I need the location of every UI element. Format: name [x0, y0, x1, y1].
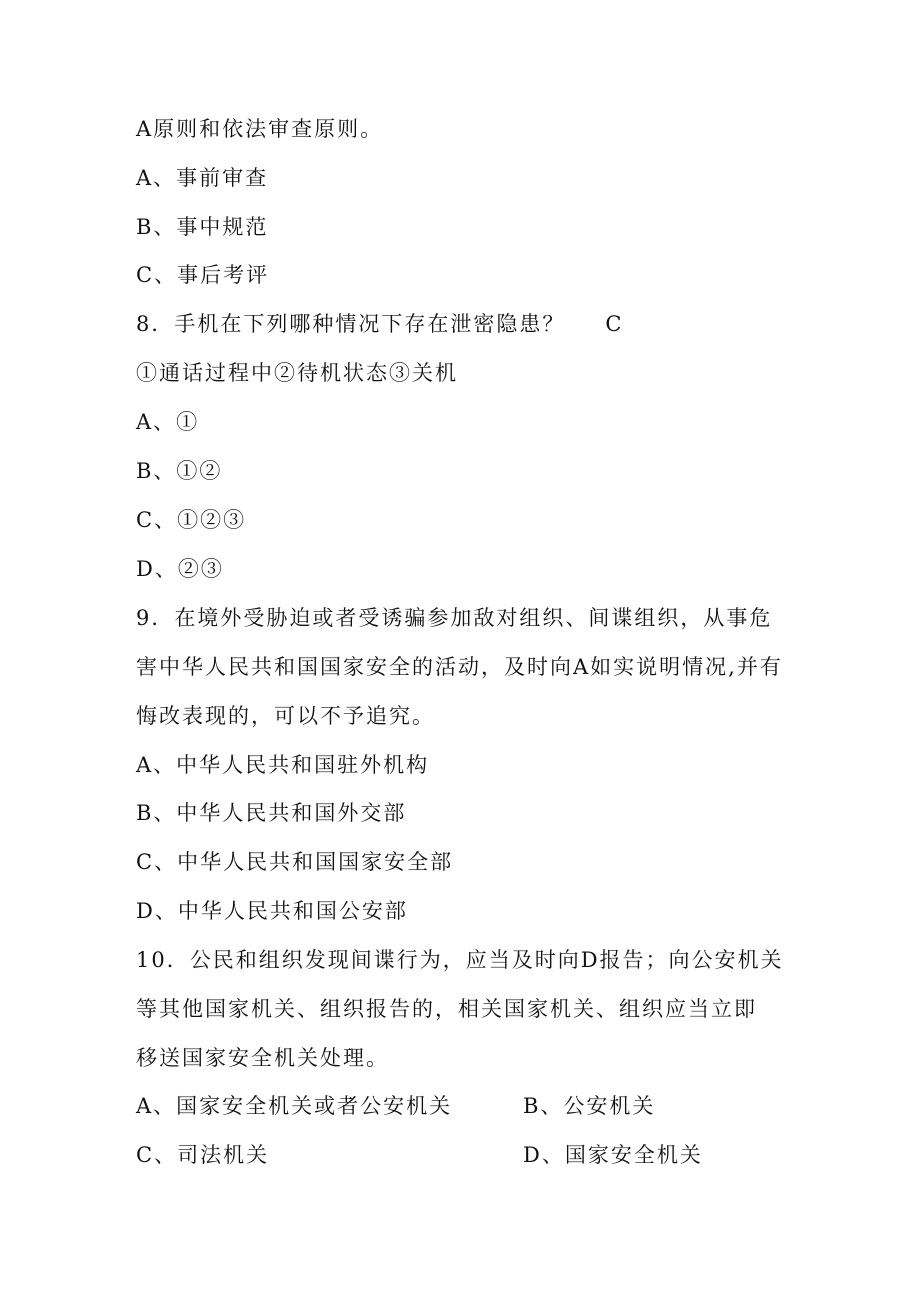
- q10-question-line-3: 移送国家安全机关处理。: [136, 1046, 389, 1070]
- q8-question-text: 8．手机在下列哪种情况下存在泄密隐患？: [136, 312, 566, 336]
- q9-option-d: D、中华人民共和国公安部: [136, 899, 408, 923]
- q9-option-b: B、中华人民共和国外交部: [136, 801, 407, 825]
- q8-option-b: B、①②: [136, 459, 223, 483]
- q10-option-a: A、国家安全机关或者公安机关: [136, 1094, 453, 1118]
- q10-option-b: B、公安机关: [523, 1094, 656, 1118]
- q7-option-c: C、事后考评: [136, 263, 270, 287]
- q9-question-line-3: 悔改表现的，可以不予追究。: [136, 704, 435, 728]
- q8-question: [136, 309, 621, 339]
- q10-question-line-2: 等其他国家机关、组织报告的，相关国家机关、组织应当立即: [136, 997, 757, 1021]
- q8-option-c: C、①②③: [136, 508, 247, 532]
- q8-option-a: A、①: [136, 410, 200, 434]
- q9-question-line-1: 9．在境外受胁迫或者受诱骗参加敌对组织、间谍组织，从事危: [136, 606, 773, 630]
- q8-answer: C: [605, 312, 622, 336]
- q7-option-a: A、事前审查: [136, 166, 269, 190]
- q10-question-line-1: 10．公民和组织发现间谍行为，应当及时向D报告；向公安机关: [136, 948, 784, 972]
- q10-option-d: D、国家安全机关: [523, 1143, 703, 1167]
- q9-option-c: C、中华人民共和国国家安全部: [136, 850, 454, 874]
- q9-option-a: A、中华人民共和国驻外机构: [136, 753, 430, 777]
- q8-items: ①通话过程中②待机状态③关机: [136, 361, 458, 385]
- q9-question-line-2: 害中华人民共和国国家安全的活动，及时向A如实说明情况,并有: [136, 655, 783, 679]
- q7-continuation: A原则和依法审查原则。: [136, 117, 384, 141]
- q7-option-b: B、事中规范: [136, 215, 269, 239]
- q8-option-d: D、②③: [136, 557, 224, 581]
- q10-option-c: C、司法机关: [136, 1143, 270, 1167]
